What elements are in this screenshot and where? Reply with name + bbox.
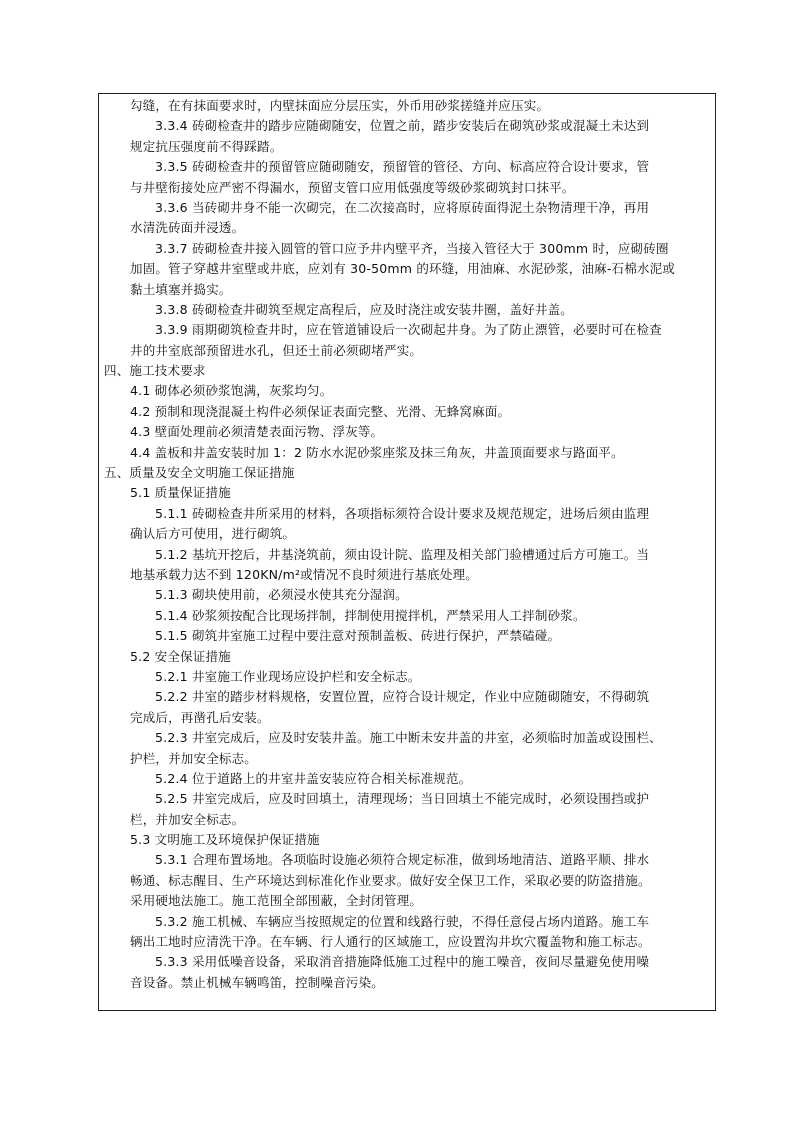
text-line: 加固。管子穿越井室壁或井底，应刘有 30-50mm 的环缝，用油麻、水泥砂浆，油麻-石棉水泥或 [130, 261, 676, 277]
text-line: 3.3.6 当砖砌井身不能一次砌完，在二次接高时，应将原砖面得泥土杂物清理干净，再用 [155, 199, 650, 215]
text-line: 畅通、标志醒目、生产环境达到标准化作业要求。做好安全保卫工作，采取必要的防盗措施。 [130, 872, 651, 888]
text-line: 3.3.5 砖砌检查井的预留管应随砌随安，预留管的管径、方向、标高应符合设计要求，管 [155, 159, 650, 175]
text-line: 4.4 盖板和井盖安装时加 1：2 防水水泥砂浆座浆及抹三角灰，井盖顶面要求与路面平。 [130, 444, 624, 460]
text-line: 5.2 安全保证措施 [130, 648, 231, 664]
text-line: 水清洗砖面并浸透。 [130, 220, 245, 236]
text-line: 5.3.3 采用低噪音设备，采取消音措施降低施工过程中的施工噪音，夜间尽量避免使用噪 [155, 954, 650, 970]
text-line: 5.1.2 基坑开挖后，井基浇筑前，须由设计院、监理及相关部门验槽通过后方可施工。当 [155, 546, 650, 562]
text-line: 确认后方可使用，进行砌筑。 [130, 526, 296, 542]
text-line: 5.2.4 位于道路上的井室井盖安装应符合相关标准规范。 [155, 770, 472, 786]
text-line: 5.1.4 砂浆须按配合比现场拌制，拌制使用搅拌机，严禁采用人工拌制砂浆。 [155, 607, 586, 623]
text-line: 4.2 预制和现浇混凝土构件必须保证表面完整、光滑、无蜂窝麻面。 [130, 403, 511, 419]
text-line: 规定抗压强度前不得踩踏。 [130, 138, 283, 154]
text-line: 5.1.3 砌块使用前，必须浸水使其充分湿润。 [155, 587, 408, 603]
text-line: 5.2.5 井室完成后，应及时回填土，清理现场；当日回填土不能完成时，必须设围挡或护 [155, 791, 650, 807]
text-line: 5.1 质量保证措施 [130, 485, 231, 501]
document-body [103, 96, 711, 993]
text-line: 地基承载力达不到 120KN/m²或情况不良时须进行基底处理。 [130, 566, 478, 582]
text-line: 4.1 砌体必须砂浆饱满，灰浆均匀。 [130, 383, 333, 399]
text-line: 3.3.4 砖砌检查井的踏步应随砌随安，位置之前，踏步安装后在砌筑砂浆或混凝土未达到 [155, 118, 650, 134]
text-line: 勾缝，在有抹面要求时，内壁抹面应分层压实，外币用砂浆搓缝并应压实。 [130, 98, 550, 113]
text-line: 井的井室底部预留进水孔，但还土前必须砌堵严实。 [130, 342, 423, 358]
text-line: 护栏，并加安全标志。 [130, 750, 258, 766]
text-line: 采用硬地法施工。施工范围全部围蔽，全封闭管理。 [130, 893, 423, 909]
text-line: 3.3.7 砖砌检查井接入圆管的管口应予井内壁平齐，当接入管径大于 300mm 时，应砌砖圈 [155, 240, 669, 256]
text-line: 5.1.1 砖砌检查井所采用的材料，各项指标须符合设计要求及规范规定，进场后须由监理 [155, 505, 650, 521]
text-line: 完成后，再凿孔后安装。 [130, 709, 270, 725]
text-line: 3.3.8 砖砌检查井砌筑至规定高程后，应及时浇注或安装井圈，盖好井盖。 [155, 301, 573, 317]
text-line: 栏，并加安全标志。 [130, 811, 245, 827]
text-line: 音设备。禁止机械车辆鸣笛，控制噪音污染。 [130, 974, 385, 990]
text-line: 4.3 壁面处理前必须清楚表面污物、浮灰等。 [130, 424, 384, 440]
text-line: 5.1.5 砌筑井室施工过程中要注意对预制盖板、砖进行保护，严禁磕碰。 [155, 628, 561, 644]
text-line: 黏土填塞并捣实。 [130, 281, 232, 297]
text-line: 5.3.1 合理布置场地。各项临时设施必须符合规定标准，做到场地清洁、道路平顺、排水 [155, 852, 650, 868]
text-line: 5.2.1 井室施工作业现场应设护栏和安全标志。 [155, 668, 421, 684]
text-line: 5.3.2 施工机械、车辆应当按照规定的位置和线路行驶，不得任意侵占场内道路。施工车 [155, 913, 650, 929]
text-line: 5.3 文明施工及环境保护保证措施 [130, 832, 320, 848]
text-line: 3.3.9 雨期砌筑检查井时，应在管道铺设后一次砌起井身。为了防止漂管，必要时可在检查 [155, 322, 662, 338]
text-line: 与井壁衔接处应严密不得漏水，预留支管口应用低强度等级砂浆砌筑封口抹平。 [130, 179, 575, 195]
text-line: 5.2.3 井室完成后，应及时安装井盖。施工中断未安井盖的井室，必须临时加盖或设围栏、 [155, 730, 662, 746]
text-line: 四、施工技术要求 [104, 363, 206, 379]
text-line: 5.2.2 井室的踏步材料规格，安置位置，应符合设计规定，作业中应随砌随安，不得砌筑 [155, 689, 650, 705]
text-line: 五、质量及安全文明施工保证措施 [104, 465, 295, 481]
text-line: 辆出工地时应清洗干净。在车辆、行人通行的区域施工，应设置沟井坎穴覆盖物和施工标志。 [130, 934, 651, 950]
